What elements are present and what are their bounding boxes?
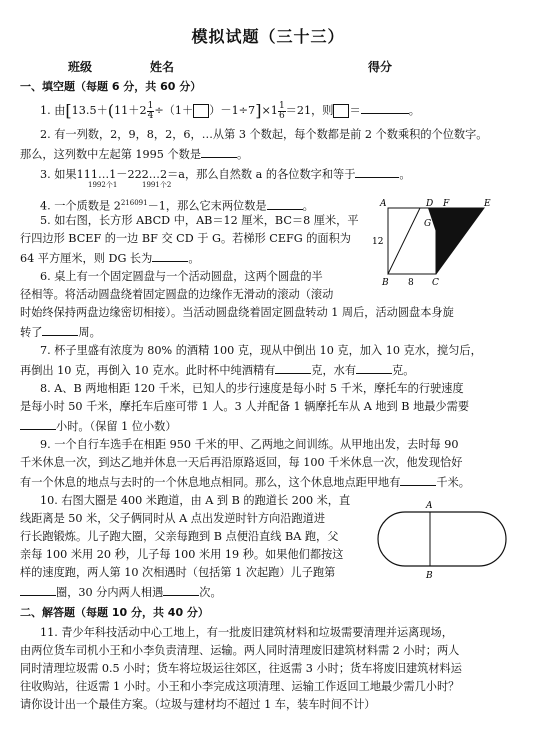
answer-box[interactable] [193, 104, 209, 118]
question-7-line-1: 7. 杯子里盛有浓度为 80% 的酒精 100 克，现从中倒出 10 克，加入 10 克水，搅匀后， [40, 344, 482, 357]
answer-blank[interactable] [275, 362, 311, 374]
q5-text: 。 [188, 252, 200, 265]
track-loop [378, 512, 506, 566]
page-title: 模拟试题（三十三） [191, 27, 345, 46]
q5-text: 64 平方厘米，则 DG 长为 [20, 252, 153, 265]
running-track-figure [372, 498, 522, 584]
label-d: D [426, 199, 434, 209]
question-10-line-4: 亲每 100 米用 20 秒，儿子每 100 米用 19 秒。如果他们都按这 [20, 548, 344, 561]
answer-blank[interactable] [201, 146, 237, 158]
class-label: 班级 [68, 60, 93, 74]
question-6-line-2: 径相等。将活动圆盘绕着固定圆盘的边缘作无滑动的滚动（滚动 [20, 288, 334, 301]
q3-text: 3. 如果111…1－222…2＝a，那么自然数 a 的各位数字和等于 [40, 168, 356, 181]
answer-blank[interactable] [355, 166, 399, 178]
q10-text: 次。 [199, 586, 222, 599]
answer-box[interactable] [333, 104, 349, 118]
answer-blank[interactable] [20, 418, 56, 430]
question-11-line-3: 同时清理垃圾需 0.5 小时；货车将垃圾运往郊区，往返需 3 小时；货车将废旧建筑材料运 [20, 662, 462, 675]
question-10-line-5: 样的速度跑，两人第 10 次相遇时（包括第 1 次起跑）儿子跑第 [20, 566, 336, 579]
answer-blank[interactable] [163, 584, 199, 596]
q3-subscript-1: 1992个1 [88, 181, 118, 189]
q9-text: 有一个休息的地点与去时的一个休息地点相同。那么，这个休息地点距甲地有 [20, 476, 401, 489]
q1-text: ）－1÷7 [209, 104, 256, 117]
fraction: $\frac{1}{6}$ [278, 100, 285, 121]
q1-text: 11＋2 [114, 104, 147, 117]
student-info-row [68, 58, 498, 76]
label-b: B [426, 571, 433, 581]
q4-exponent: 216091 [120, 199, 148, 207]
q1-text: ÷（1＋ [154, 104, 194, 117]
q1-text: 13.5＋ [71, 104, 108, 117]
question-5-line-2: 行四边形 BCEF 的一边 BF 交 CD 于 G。若梯形 CEFG 的面积为 [20, 232, 351, 245]
label-g: G [424, 219, 432, 229]
question-9-line-1: 9. 一个自行车选手在相距 950 千米的甲、乙两地之间训练。从甲地出发，去时每 90 [40, 438, 459, 451]
question-5-line-1: 5. 如右图，长方形 ABCD 中，AB＝12 厘米，BC＝8 厘米，平 [40, 214, 359, 227]
question-2-line-1: 2. 有一列数，2，9，8，2，6，…从第 3 个数起，每个数都是前 2 个数乘积的个位数字。 [40, 128, 488, 141]
q6-text: 周。 [78, 326, 101, 339]
answer-blank[interactable] [20, 584, 56, 596]
q7-text: 再倒出 10 克，再倒入 10 克水。此时杯中纯酒精有 [20, 364, 276, 377]
label-a: A [380, 199, 387, 209]
answer-blank[interactable] [361, 102, 409, 114]
label-a: A [426, 501, 433, 511]
q3-text: 。 [399, 168, 411, 181]
label-f: F [443, 199, 450, 209]
label-b: B [382, 278, 389, 288]
q8-text: 小时。（保留 1 位小数） [56, 420, 177, 433]
question-10-line-2: 线距离是 50 米，父子俩同时从 A 点出发逆时针方向沿跑道进 [20, 512, 326, 525]
q4-text: 。 [302, 199, 314, 213]
q1-text: ＝21，则 [285, 104, 334, 117]
question-11-line-2: 由两位货车司机小王和小李负责清理、运输。两人同时清理废旧建筑材料需 2 小时；两人 [20, 644, 460, 657]
answer-blank[interactable] [267, 198, 303, 210]
question-10-line-1: 10. 右图大圈是 400 米跑道，由 A 到 B 的跑道长 200 米，直 [40, 494, 351, 507]
question-6-line-4 [20, 324, 520, 340]
label-bc-length: 8 [408, 278, 414, 288]
section-answer-heading: 二、解答题（每题 10 分，共 40 分） [20, 606, 209, 619]
q7-text: 克。 [392, 364, 415, 377]
q9-text: 千米。 [436, 476, 470, 489]
answer-blank[interactable] [400, 474, 436, 486]
question-8-line-3 [20, 418, 520, 434]
q3-subscript-2: 1991个2 [142, 181, 172, 189]
question-10-line-6 [20, 584, 370, 600]
answer-blank[interactable] [152, 250, 188, 262]
q1-text: ＝ [349, 104, 361, 117]
label-c: C [432, 278, 439, 288]
q1-text: 1. 由 [40, 104, 66, 117]
answer-blank[interactable] [42, 324, 78, 336]
question-6-line-1: 6. 桌上有一个固定圆盘与一个活动圆盘，这两个圆盘的半 [40, 270, 323, 283]
q4-text: 4. 一个质数是 2 [40, 199, 121, 213]
q4-text: －1，那么它末两位数是 [147, 199, 267, 213]
fraction: $\frac{1}{4}$ [147, 100, 154, 121]
section-fill-in-heading: 一、填空题（每题 6 分，共 60 分） [20, 80, 202, 93]
question-1: 1. 由[13.5＋(11＋2 $\frac{1}{4}$ ÷（1＋ ）－1÷7]×1 $\frac{1}{6}$ ＝21，则 ＝ 。 [40, 100, 420, 121]
trapezoid-cefg-shade [428, 208, 484, 274]
question-6-line-3: 时始终保持两盘边缘密切相接）。当活动圆盘绕着固定圆盘转动 1 周后，活动圆盘本身旋 [20, 306, 454, 319]
question-11-line-1: 11. 青少年科技活动中心工地上，有一批废旧建筑材料和垃圾需要清理并运离现场， [40, 626, 453, 639]
question-2-line-2 [20, 146, 520, 162]
question-9-line-2: 千米休息一次，到达乙地并休息一天后再沿原路返回，每 100 千米休息一次，他发现恰好 [20, 456, 463, 469]
q1-text: ×1 [261, 104, 278, 117]
q6-text: 转了 [20, 326, 43, 339]
question-10-line-3: 行长跑锻炼。儿子跑大圈，父亲每跑到 B 点便沿直线 BA 跑，父 [20, 530, 339, 543]
question-8-line-2: 是每小时 50 千米，摩托车后座可带 1 人。3 人并配备 1 辆摩托车从 A 地到 B 地最少需要 [20, 400, 470, 413]
answer-blank[interactable] [356, 362, 392, 374]
question-11-line-5: 请你设计出一个最佳方案。（垃圾与建材均不超过 1 车，装车时间不计） [20, 698, 376, 711]
question-9-line-3 [20, 474, 520, 490]
q7-text: 克，水有 [311, 364, 357, 377]
name-label: 姓名 [150, 60, 175, 74]
q1-text: 。 [408, 104, 420, 117]
q2-text: 那么，这列数中左起第 1995 个数是 [20, 148, 202, 161]
q2-text: 。 [237, 148, 249, 161]
q10-text: 圈，30 分内两人相遇 [56, 586, 164, 599]
score-label: 得分 [368, 60, 393, 74]
question-11-line-4: 往收购站，往返需 1 小时。小王和小李完成这项清理、运输工作返回工地最少需几小时？ [20, 680, 460, 693]
question-7-line-2 [20, 362, 520, 378]
label-ab-length: 12 [372, 237, 384, 247]
label-e: E [484, 199, 491, 209]
question-8-line-1: 8. A、B 两地相距 120 千米，已知人的步行速度是每小时 5 千米，摩托车的行驶速度 [40, 382, 464, 395]
